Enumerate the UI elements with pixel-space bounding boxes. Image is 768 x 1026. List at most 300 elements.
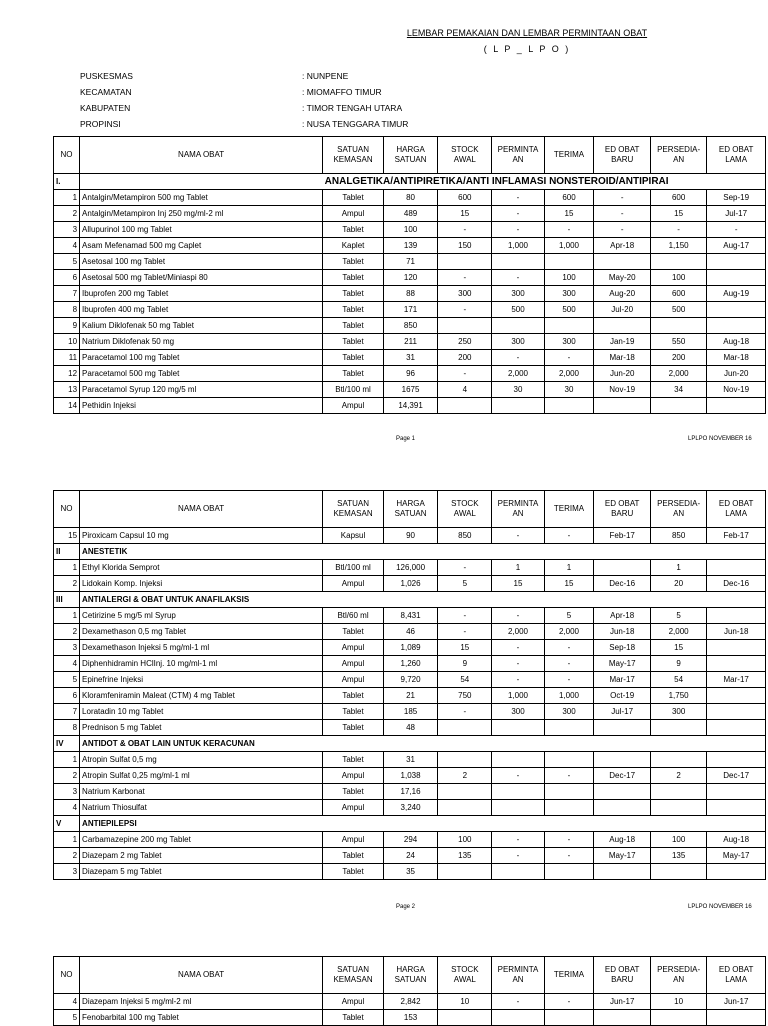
cell-ed-obat-baru xyxy=(594,1010,650,1026)
cell-ed-obat-lama xyxy=(707,800,766,816)
section-row xyxy=(54,816,766,832)
cell-no: 3 xyxy=(54,640,80,656)
cell-nama-obat: Ibuprofen 400 mg Tablet xyxy=(80,302,323,318)
page-number: Page 1 xyxy=(396,436,416,442)
cell-harga-satuan: 185 xyxy=(383,704,437,720)
table-row xyxy=(54,848,766,864)
table-row xyxy=(54,528,766,544)
cell-ed-obat-lama: Mar-17 xyxy=(707,672,766,688)
cell-no: 9 xyxy=(54,318,80,334)
cell-ed-obat-baru: - xyxy=(594,206,650,222)
cell-persediaan: 5 xyxy=(650,608,706,624)
cell-no: 1 xyxy=(54,752,80,768)
cell-stock-awal xyxy=(438,752,492,768)
cell-satuan-kemasan: Ampul xyxy=(323,832,384,848)
cell-satuan-kemasan: Tablet xyxy=(323,318,384,334)
table-row xyxy=(54,1010,766,1026)
section-spacer xyxy=(80,174,323,190)
cell-persediaan: 9 xyxy=(650,656,706,672)
cell-terima: - xyxy=(544,528,594,544)
header-satuan-kemasan: SATUAN KEMASAN xyxy=(323,957,384,994)
cell-harga-satuan: 1,026 xyxy=(383,576,437,592)
table-row xyxy=(54,994,766,1010)
header-stock-awal: STOCK AWAL xyxy=(438,491,492,528)
cell-ed-obat-lama: Dec-17 xyxy=(707,768,766,784)
header-ed-obat-lama: ED OBAT LAMA xyxy=(707,491,766,528)
cell-no: 12 xyxy=(54,366,80,382)
cell-no: 7 xyxy=(54,704,80,720)
cell-nama-obat: Diazepam 2 mg Tablet xyxy=(80,848,323,864)
cell-satuan-kemasan: Tablet xyxy=(323,270,384,286)
cell-nama-obat: Antalgin/Metampiron 500 mg Tablet xyxy=(80,190,323,206)
cell-stock-awal: 750 xyxy=(438,688,492,704)
cell-satuan-kemasan: Tablet xyxy=(323,720,384,736)
header-satuan-kemasan: SATUAN KEMASAN xyxy=(323,491,384,528)
table-row xyxy=(54,576,766,592)
cell-persediaan: 100 xyxy=(650,832,706,848)
cell-permintaan: - xyxy=(492,848,544,864)
cell-ed-obat-baru: May-17 xyxy=(594,656,650,672)
header-persediaan: PERSEDIA- AN xyxy=(650,137,706,174)
table-row xyxy=(54,238,766,254)
cell-persediaan xyxy=(650,398,706,414)
cell-ed-obat-baru xyxy=(594,398,650,414)
cell-nama-obat: Allupurinol 100 mg Tablet xyxy=(80,222,323,238)
cell-ed-obat-baru xyxy=(594,560,650,576)
cell-ed-obat-lama xyxy=(707,720,766,736)
cell-harga-satuan: 1,260 xyxy=(383,656,437,672)
cell-nama-obat: Prednison 5 mg Tablet xyxy=(80,720,323,736)
cell-persediaan: - xyxy=(650,222,706,238)
cell-persediaan: 135 xyxy=(650,848,706,864)
cell-ed-obat-baru: Sep-18 xyxy=(594,640,650,656)
cell-stock-awal: 135 xyxy=(438,848,492,864)
cell-nama-obat: Diazepam 5 mg Tablet xyxy=(80,864,323,880)
cell-terima xyxy=(544,398,594,414)
cell-nama-obat: Paracetamol Syrup 120 mg/5 ml xyxy=(80,382,323,398)
cell-permintaan: - xyxy=(492,832,544,848)
cell-harga-satuan: 489 xyxy=(383,206,437,222)
cell-permintaan: 1 xyxy=(492,560,544,576)
cell-ed-obat-baru: - xyxy=(594,190,650,206)
info-value: : NUNPENE xyxy=(302,71,349,81)
header-no: NO xyxy=(54,137,80,174)
cell-persediaan xyxy=(650,800,706,816)
cell-harga-satuan: 48 xyxy=(383,720,437,736)
cell-ed-obat-lama xyxy=(707,270,766,286)
cell-satuan-kemasan: Btl/100 ml xyxy=(323,560,384,576)
cell-satuan-kemasan: Ampul xyxy=(323,640,384,656)
cell-harga-satuan: 211 xyxy=(383,334,437,350)
cell-ed-obat-baru: May-17 xyxy=(594,848,650,864)
cell-stock-awal: 15 xyxy=(438,206,492,222)
header-terima: TERIMA xyxy=(544,137,594,174)
cell-ed-obat-lama: Mar-18 xyxy=(707,350,766,366)
cell-permintaan: 15 xyxy=(492,576,544,592)
cell-nama-obat: Asetosal 100 mg Tablet xyxy=(80,254,323,270)
cell-ed-obat-lama: Aug-18 xyxy=(707,334,766,350)
cell-harga-satuan: 120 xyxy=(383,270,437,286)
table-row xyxy=(54,656,766,672)
cell-ed-obat-lama: Dec-16 xyxy=(707,576,766,592)
cell-ed-obat-lama xyxy=(707,254,766,270)
cell-permintaan: - xyxy=(492,994,544,1010)
header-harga-satuan: HARGA SATUAN xyxy=(383,957,437,994)
cell-satuan-kemasan: Ampul xyxy=(323,800,384,816)
cell-terima: - xyxy=(544,640,594,656)
table-row xyxy=(54,222,766,238)
header-stock-awal: STOCK AWAL xyxy=(438,137,492,174)
table-row xyxy=(54,190,766,206)
cell-nama-obat: Cetirizine 5 mg/5 ml Syrup xyxy=(80,608,323,624)
section-number: IV xyxy=(54,736,80,752)
cell-harga-satuan: 96 xyxy=(383,366,437,382)
cell-stock-awal: - xyxy=(438,560,492,576)
drug-table-page-1 xyxy=(53,136,766,414)
cell-terima: 1,000 xyxy=(544,238,594,254)
cell-satuan-kemasan: Tablet xyxy=(323,1010,384,1026)
cell-harga-satuan: 9,720 xyxy=(383,672,437,688)
footer-label: LPLPO NOVEMBER 16 xyxy=(688,904,752,910)
cell-permintaan: 1,000 xyxy=(492,238,544,254)
cell-satuan-kemasan: Tablet xyxy=(323,366,384,382)
cell-ed-obat-baru: Apr-18 xyxy=(594,238,650,254)
cell-ed-obat-baru: Oct-19 xyxy=(594,688,650,704)
cell-satuan-kemasan: Tablet xyxy=(323,254,384,270)
cell-ed-obat-lama: Jun-17 xyxy=(707,994,766,1010)
cell-nama-obat: Ethyl Klorida Semprot xyxy=(80,560,323,576)
cell-satuan-kemasan: Tablet xyxy=(323,784,384,800)
cell-permintaan xyxy=(492,784,544,800)
cell-permintaan xyxy=(492,254,544,270)
cell-satuan-kemasan: Tablet xyxy=(323,864,384,880)
header-ed-obat-lama: ED OBAT LAMA xyxy=(707,957,766,994)
document-title: LEMBAR PEMAKAIAN DAN LEMBAR PERMINTAAN OBAT xyxy=(406,28,648,38)
cell-persediaan xyxy=(650,720,706,736)
cell-ed-obat-baru: Dec-16 xyxy=(594,576,650,592)
cell-no: 1 xyxy=(54,608,80,624)
cell-permintaan xyxy=(492,864,544,880)
section-number: III xyxy=(54,592,80,608)
cell-satuan-kemasan: Tablet xyxy=(323,286,384,302)
cell-harga-satuan: 1,089 xyxy=(383,640,437,656)
cell-stock-awal xyxy=(438,1010,492,1026)
cell-harga-satuan: 100 xyxy=(383,222,437,238)
cell-ed-obat-lama xyxy=(707,608,766,624)
cell-no: 8 xyxy=(54,302,80,318)
section-number: I. xyxy=(54,174,80,190)
header-stock-awal: STOCK AWAL xyxy=(438,957,492,994)
cell-nama-obat: Atropin Sulfat 0,25 mg/ml-1 ml xyxy=(80,768,323,784)
cell-no: 5 xyxy=(54,672,80,688)
info-value: : TIMOR TENGAH UTARA xyxy=(302,103,403,113)
cell-nama-obat: Fenobarbital 100 mg Tablet xyxy=(80,1010,323,1026)
info-key: PROPINSI xyxy=(80,119,121,129)
cell-persediaan: 20 xyxy=(650,576,706,592)
cell-permintaan: - xyxy=(492,350,544,366)
cell-no: 10 xyxy=(54,334,80,350)
section-row xyxy=(54,174,766,190)
cell-terima: 30 xyxy=(544,382,594,398)
info-value: : NUSA TENGGARA TIMUR xyxy=(302,119,409,129)
info-value: : MIOMAFFO TIMUR xyxy=(302,87,382,97)
cell-ed-obat-baru: Apr-18 xyxy=(594,608,650,624)
table-row xyxy=(54,624,766,640)
cell-terima xyxy=(544,720,594,736)
cell-ed-obat-lama: Feb-17 xyxy=(707,528,766,544)
cell-permintaan xyxy=(492,1010,544,1026)
cell-terima: 5 xyxy=(544,608,594,624)
cell-stock-awal xyxy=(438,254,492,270)
header-terima: TERIMA xyxy=(544,491,594,528)
cell-harga-satuan: 153 xyxy=(383,1010,437,1026)
cell-nama-obat: Diazepam Injeksi 5 mg/ml-2 ml xyxy=(80,994,323,1010)
cell-stock-awal: 850 xyxy=(438,528,492,544)
cell-harga-satuan: 31 xyxy=(383,752,437,768)
cell-no: 7 xyxy=(54,286,80,302)
cell-ed-obat-baru: - xyxy=(594,222,650,238)
cell-harga-satuan: 2,842 xyxy=(383,994,437,1010)
cell-persediaan: 600 xyxy=(650,286,706,302)
cell-satuan-kemasan: Btl/60 ml xyxy=(323,608,384,624)
cell-permintaan: - xyxy=(492,672,544,688)
cell-persediaan xyxy=(650,1010,706,1026)
section-title: ANTIDOT & OBAT LAIN UNTUK KERACUNAN xyxy=(80,736,766,752)
cell-no: 4 xyxy=(54,656,80,672)
cell-ed-obat-lama xyxy=(707,784,766,800)
cell-no: 5 xyxy=(54,254,80,270)
cell-terima: 500 xyxy=(544,302,594,318)
drug-table-page-3 xyxy=(53,956,766,1026)
header-no: NO xyxy=(54,957,80,994)
cell-ed-obat-lama: May-17 xyxy=(707,848,766,864)
cell-persediaan: 2,000 xyxy=(650,624,706,640)
cell-persediaan: 10 xyxy=(650,994,706,1010)
cell-no: 3 xyxy=(54,864,80,880)
cell-satuan-kemasan: Ampul xyxy=(323,576,384,592)
cell-terima: 300 xyxy=(544,286,594,302)
cell-ed-obat-baru: Jun-18 xyxy=(594,624,650,640)
table-row xyxy=(54,270,766,286)
cell-ed-obat-lama xyxy=(707,560,766,576)
cell-terima: - xyxy=(544,672,594,688)
cell-terima: - xyxy=(544,848,594,864)
header-permintaan: PERMINTA AN xyxy=(492,957,544,994)
cell-no: 4 xyxy=(54,800,80,816)
header-permintaan: PERMINTA AN xyxy=(492,137,544,174)
cell-terima xyxy=(544,752,594,768)
cell-stock-awal: 5 xyxy=(438,576,492,592)
table-row xyxy=(54,302,766,318)
cell-satuan-kemasan: Kaplet xyxy=(323,238,384,254)
cell-harga-satuan: 294 xyxy=(383,832,437,848)
table-row xyxy=(54,560,766,576)
table-row xyxy=(54,286,766,302)
cell-satuan-kemasan: Tablet xyxy=(323,624,384,640)
cell-ed-obat-lama: Aug-18 xyxy=(707,832,766,848)
cell-nama-obat: Pethidin Injeksi xyxy=(80,398,323,414)
header-nama-obat: NAMA OBAT xyxy=(80,137,323,174)
cell-nama-obat: Diphenhidramin HClInj. 10 mg/ml-1 ml xyxy=(80,656,323,672)
cell-ed-obat-lama xyxy=(707,864,766,880)
cell-no: 4 xyxy=(54,994,80,1010)
cell-permintaan: - xyxy=(492,190,544,206)
cell-permintaan: 500 xyxy=(492,302,544,318)
cell-terima: - xyxy=(544,222,594,238)
cell-harga-satuan: 850 xyxy=(383,318,437,334)
section-row xyxy=(54,592,766,608)
table-row xyxy=(54,640,766,656)
cell-nama-obat: Paracetamol 100 mg Tablet xyxy=(80,350,323,366)
cell-no: 1 xyxy=(54,190,80,206)
cell-ed-obat-baru: May-20 xyxy=(594,270,650,286)
cell-persediaan xyxy=(650,752,706,768)
cell-harga-satuan: 139 xyxy=(383,238,437,254)
cell-nama-obat: Natrium Karbonat xyxy=(80,784,323,800)
cell-permintaan: 2,000 xyxy=(492,366,544,382)
cell-no: 1 xyxy=(54,560,80,576)
cell-stock-awal: 600 xyxy=(438,190,492,206)
cell-persediaan: 34 xyxy=(650,382,706,398)
cell-ed-obat-lama xyxy=(707,752,766,768)
cell-stock-awal xyxy=(438,398,492,414)
cell-terima xyxy=(544,864,594,880)
cell-ed-obat-lama xyxy=(707,302,766,318)
cell-ed-obat-lama: Jun-20 xyxy=(707,366,766,382)
cell-persediaan: 54 xyxy=(650,672,706,688)
cell-ed-obat-lama: Nov-19 xyxy=(707,382,766,398)
section-number: II xyxy=(54,544,80,560)
cell-ed-obat-lama xyxy=(707,656,766,672)
cell-terima xyxy=(544,800,594,816)
table-row xyxy=(54,672,766,688)
cell-terima: 2,000 xyxy=(544,624,594,640)
header-no: NO xyxy=(54,491,80,528)
cell-stock-awal: 2 xyxy=(438,768,492,784)
cell-terima: - xyxy=(544,656,594,672)
cell-persediaan: 15 xyxy=(650,206,706,222)
cell-permintaan: - xyxy=(492,608,544,624)
cell-no: 4 xyxy=(54,238,80,254)
cell-ed-obat-lama: - xyxy=(707,222,766,238)
cell-nama-obat: Natrium Thiosulfat xyxy=(80,800,323,816)
info-key: PUSKESMAS xyxy=(80,71,133,81)
cell-persediaan: 100 xyxy=(650,270,706,286)
cell-no: 6 xyxy=(54,270,80,286)
cell-persediaan: 850 xyxy=(650,528,706,544)
table-row xyxy=(54,768,766,784)
drug-table-page-2 xyxy=(53,490,766,880)
cell-terima: - xyxy=(544,768,594,784)
cell-ed-obat-lama xyxy=(707,704,766,720)
cell-ed-obat-lama: Sep-19 xyxy=(707,190,766,206)
cell-terima: 600 xyxy=(544,190,594,206)
cell-permintaan: - xyxy=(492,222,544,238)
cell-nama-obat: Epinefrine Injeksi xyxy=(80,672,323,688)
cell-satuan-kemasan: Ampul xyxy=(323,206,384,222)
cell-stock-awal: 15 xyxy=(438,640,492,656)
cell-ed-obat-baru xyxy=(594,784,650,800)
cell-persediaan: 2 xyxy=(650,768,706,784)
cell-harga-satuan: 90 xyxy=(383,528,437,544)
cell-stock-awal xyxy=(438,800,492,816)
cell-permintaan xyxy=(492,800,544,816)
cell-nama-obat: Atropin Sulfat 0,5 mg xyxy=(80,752,323,768)
cell-satuan-kemasan: Btl/100 ml xyxy=(323,382,384,398)
section-title: ANALGETIKA/ANTIPIRETIKA/ANTI INFLAMASI NONSTEROID/ANTIPIRAI xyxy=(323,174,766,190)
cell-satuan-kemasan: Tablet xyxy=(323,704,384,720)
cell-nama-obat: Kloramfeniramin Maleat (CTM) 4 mg Tablet xyxy=(80,688,323,704)
cell-terima xyxy=(544,318,594,334)
cell-stock-awal: 54 xyxy=(438,672,492,688)
section-row xyxy=(54,544,766,560)
cell-no: 15 xyxy=(54,528,80,544)
cell-no: 3 xyxy=(54,784,80,800)
cell-nama-obat: Dexamethason 0,5 mg Tablet xyxy=(80,624,323,640)
cell-ed-obat-baru: Aug-18 xyxy=(594,832,650,848)
cell-nama-obat: Piroxicam Capsul 10 mg xyxy=(80,528,323,544)
cell-persediaan: 300 xyxy=(650,704,706,720)
cell-persediaan: 1,750 xyxy=(650,688,706,704)
cell-nama-obat: Kalium Diklofenak 50 mg Tablet xyxy=(80,318,323,334)
header-persediaan: PERSEDIA- AN xyxy=(650,957,706,994)
table-row xyxy=(54,704,766,720)
cell-permintaan: - xyxy=(492,270,544,286)
cell-permintaan: 1,000 xyxy=(492,688,544,704)
cell-nama-obat: Dexamethason Injeksi 5 mg/ml-1 ml xyxy=(80,640,323,656)
cell-stock-awal: - xyxy=(438,366,492,382)
cell-satuan-kemasan: Ampul xyxy=(323,398,384,414)
header-ed-obat-lama: ED OBAT LAMA xyxy=(707,137,766,174)
cell-ed-obat-lama xyxy=(707,318,766,334)
cell-stock-awal xyxy=(438,784,492,800)
cell-permintaan: - xyxy=(492,656,544,672)
cell-terima: - xyxy=(544,994,594,1010)
header-nama-obat: NAMA OBAT xyxy=(80,957,323,994)
cell-ed-obat-baru: Mar-18 xyxy=(594,350,650,366)
cell-permintaan xyxy=(492,398,544,414)
cell-nama-obat: Asetosal 500 mg Tablet/Miniaspi 80 xyxy=(80,270,323,286)
info-key: KECAMATAN xyxy=(80,87,132,97)
cell-terima xyxy=(544,1010,594,1026)
cell-satuan-kemasan: Ampul xyxy=(323,656,384,672)
cell-harga-satuan: 8,431 xyxy=(383,608,437,624)
cell-stock-awal: - xyxy=(438,270,492,286)
cell-stock-awal: 10 xyxy=(438,994,492,1010)
cell-harga-satuan: 88 xyxy=(383,286,437,302)
table-row xyxy=(54,382,766,398)
header-ed-obat-baru: ED OBAT BARU xyxy=(594,137,650,174)
cell-satuan-kemasan: Tablet xyxy=(323,688,384,704)
cell-persediaan: 2,000 xyxy=(650,366,706,382)
table-row xyxy=(54,254,766,270)
header-persediaan: PERSEDIA- AN xyxy=(650,491,706,528)
section-number: V xyxy=(54,816,80,832)
cell-no: 13 xyxy=(54,382,80,398)
cell-stock-awal: 100 xyxy=(438,832,492,848)
cell-ed-obat-baru: Nov-19 xyxy=(594,382,650,398)
cell-ed-obat-baru: Feb-17 xyxy=(594,528,650,544)
cell-no: 11 xyxy=(54,350,80,366)
table-header-row xyxy=(54,137,766,174)
cell-stock-awal: 150 xyxy=(438,238,492,254)
header-nama-obat: NAMA OBAT xyxy=(80,491,323,528)
header-ed-obat-baru: ED OBAT BARU xyxy=(594,491,650,528)
cell-permintaan: 300 xyxy=(492,286,544,302)
cell-ed-obat-lama: Aug-17 xyxy=(707,238,766,254)
header-ed-obat-baru: ED OBAT BARU xyxy=(594,957,650,994)
cell-terima: 15 xyxy=(544,576,594,592)
